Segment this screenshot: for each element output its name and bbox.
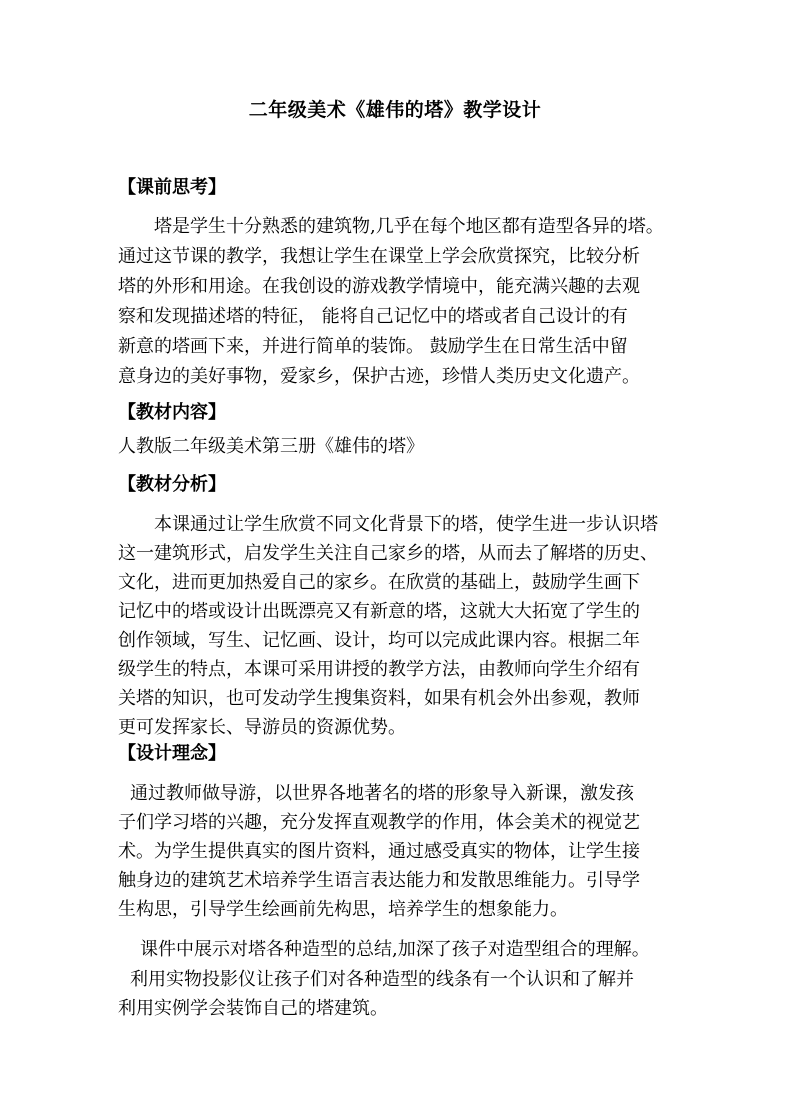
paragraph-line: 意身边的美好事物，爱家乡，保护古迹，珍惜人类历史文化遗产。: [118, 366, 640, 387]
section-heading-textbook-analysis: 【教材分析】: [118, 474, 226, 495]
paragraph-line: 塔的外形和用途。在我创设的游戏教学情境中，能充满兴趣的去观: [118, 276, 640, 297]
paragraph-line: 创作领域，写生、记忆画、设计，均可以完成此课内容。根据二年: [118, 630, 640, 651]
paragraph-line: 记忆中的塔或设计出既漂亮又有新意的塔，这就大大拓宽了学生的: [118, 601, 640, 622]
paragraph-line: 人教版二年级美术第三册《雄伟的塔》: [118, 436, 424, 457]
paragraph-line: 更可发挥家长、导游员的资源优势。: [118, 717, 406, 738]
paragraph-line: 察和发现描述塔的特征， 能将自己记忆中的塔或者自己设计的有: [118, 306, 628, 327]
paragraph-line: 术。为学生提供真实的图片资料，通过感受真实的物体，让学生接: [118, 841, 640, 862]
section-heading-pre-thinking: 【课前思考】: [118, 177, 226, 198]
paragraph-line: 通过这节课的教学，我想让学生在课堂上学会欣赏探究，比较分析: [118, 246, 640, 267]
paragraph-line: 利用实物投影仪让孩子们对各种造型的线条有一个认识和了解并: [130, 969, 634, 990]
paragraph-line: 文化，进而更加热爱自己的家乡。在欣赏的基础上，鼓励学生画下: [118, 572, 640, 593]
section-heading-design-concept: 【设计理念】: [118, 743, 226, 764]
paragraph-line: 子们学习塔的兴趣，充分发挥直观教学的作用，体会美术的视觉艺: [118, 812, 640, 833]
paragraph-line: 级学生的特点，本课可采用讲授的教学方法，由教师向学生介绍有: [118, 659, 640, 680]
paragraph-line: 这一建筑形式，启发学生关注自己家乡的塔，从而去了解塔的历史、: [118, 543, 658, 564]
paragraph-line: 生构思，引导学生绘画前先构思，培养学生的想象能力。: [118, 899, 568, 920]
paragraph-line: 触身边的建筑艺术培养学生语言表达能力和发散思维能力。引导学: [118, 870, 640, 891]
paragraph-line: 利用实例学会装饰自己的塔建筑。: [118, 998, 388, 1019]
paragraph-line: 通过教师做导游，以世界各地著名的塔的形象导入新课，激发孩: [130, 783, 634, 804]
document-title: 二年级美术《雄伟的塔》教学设计: [248, 99, 542, 121]
paragraph-line: 新意的塔画下来，并进行简单的装饰。 鼓励学生在日常生活中留: [118, 336, 628, 357]
section-heading-textbook-content: 【教材内容】: [118, 402, 226, 423]
paragraph-line: 课件中展示对塔各种造型的总结,加深了孩子对造型组合的理解。: [140, 939, 650, 960]
paragraph-line: 塔是学生十分熟悉的建筑物,几乎在每个地区都有造型各异的塔。: [154, 216, 664, 237]
paragraph-line: 关塔的知识，也可发动学生搜集资料，如果有机会外出参观，教师: [118, 688, 640, 709]
paragraph-line: 本课通过让学生欣赏不同文化背景下的塔，使学生进一步认识塔: [154, 514, 658, 535]
